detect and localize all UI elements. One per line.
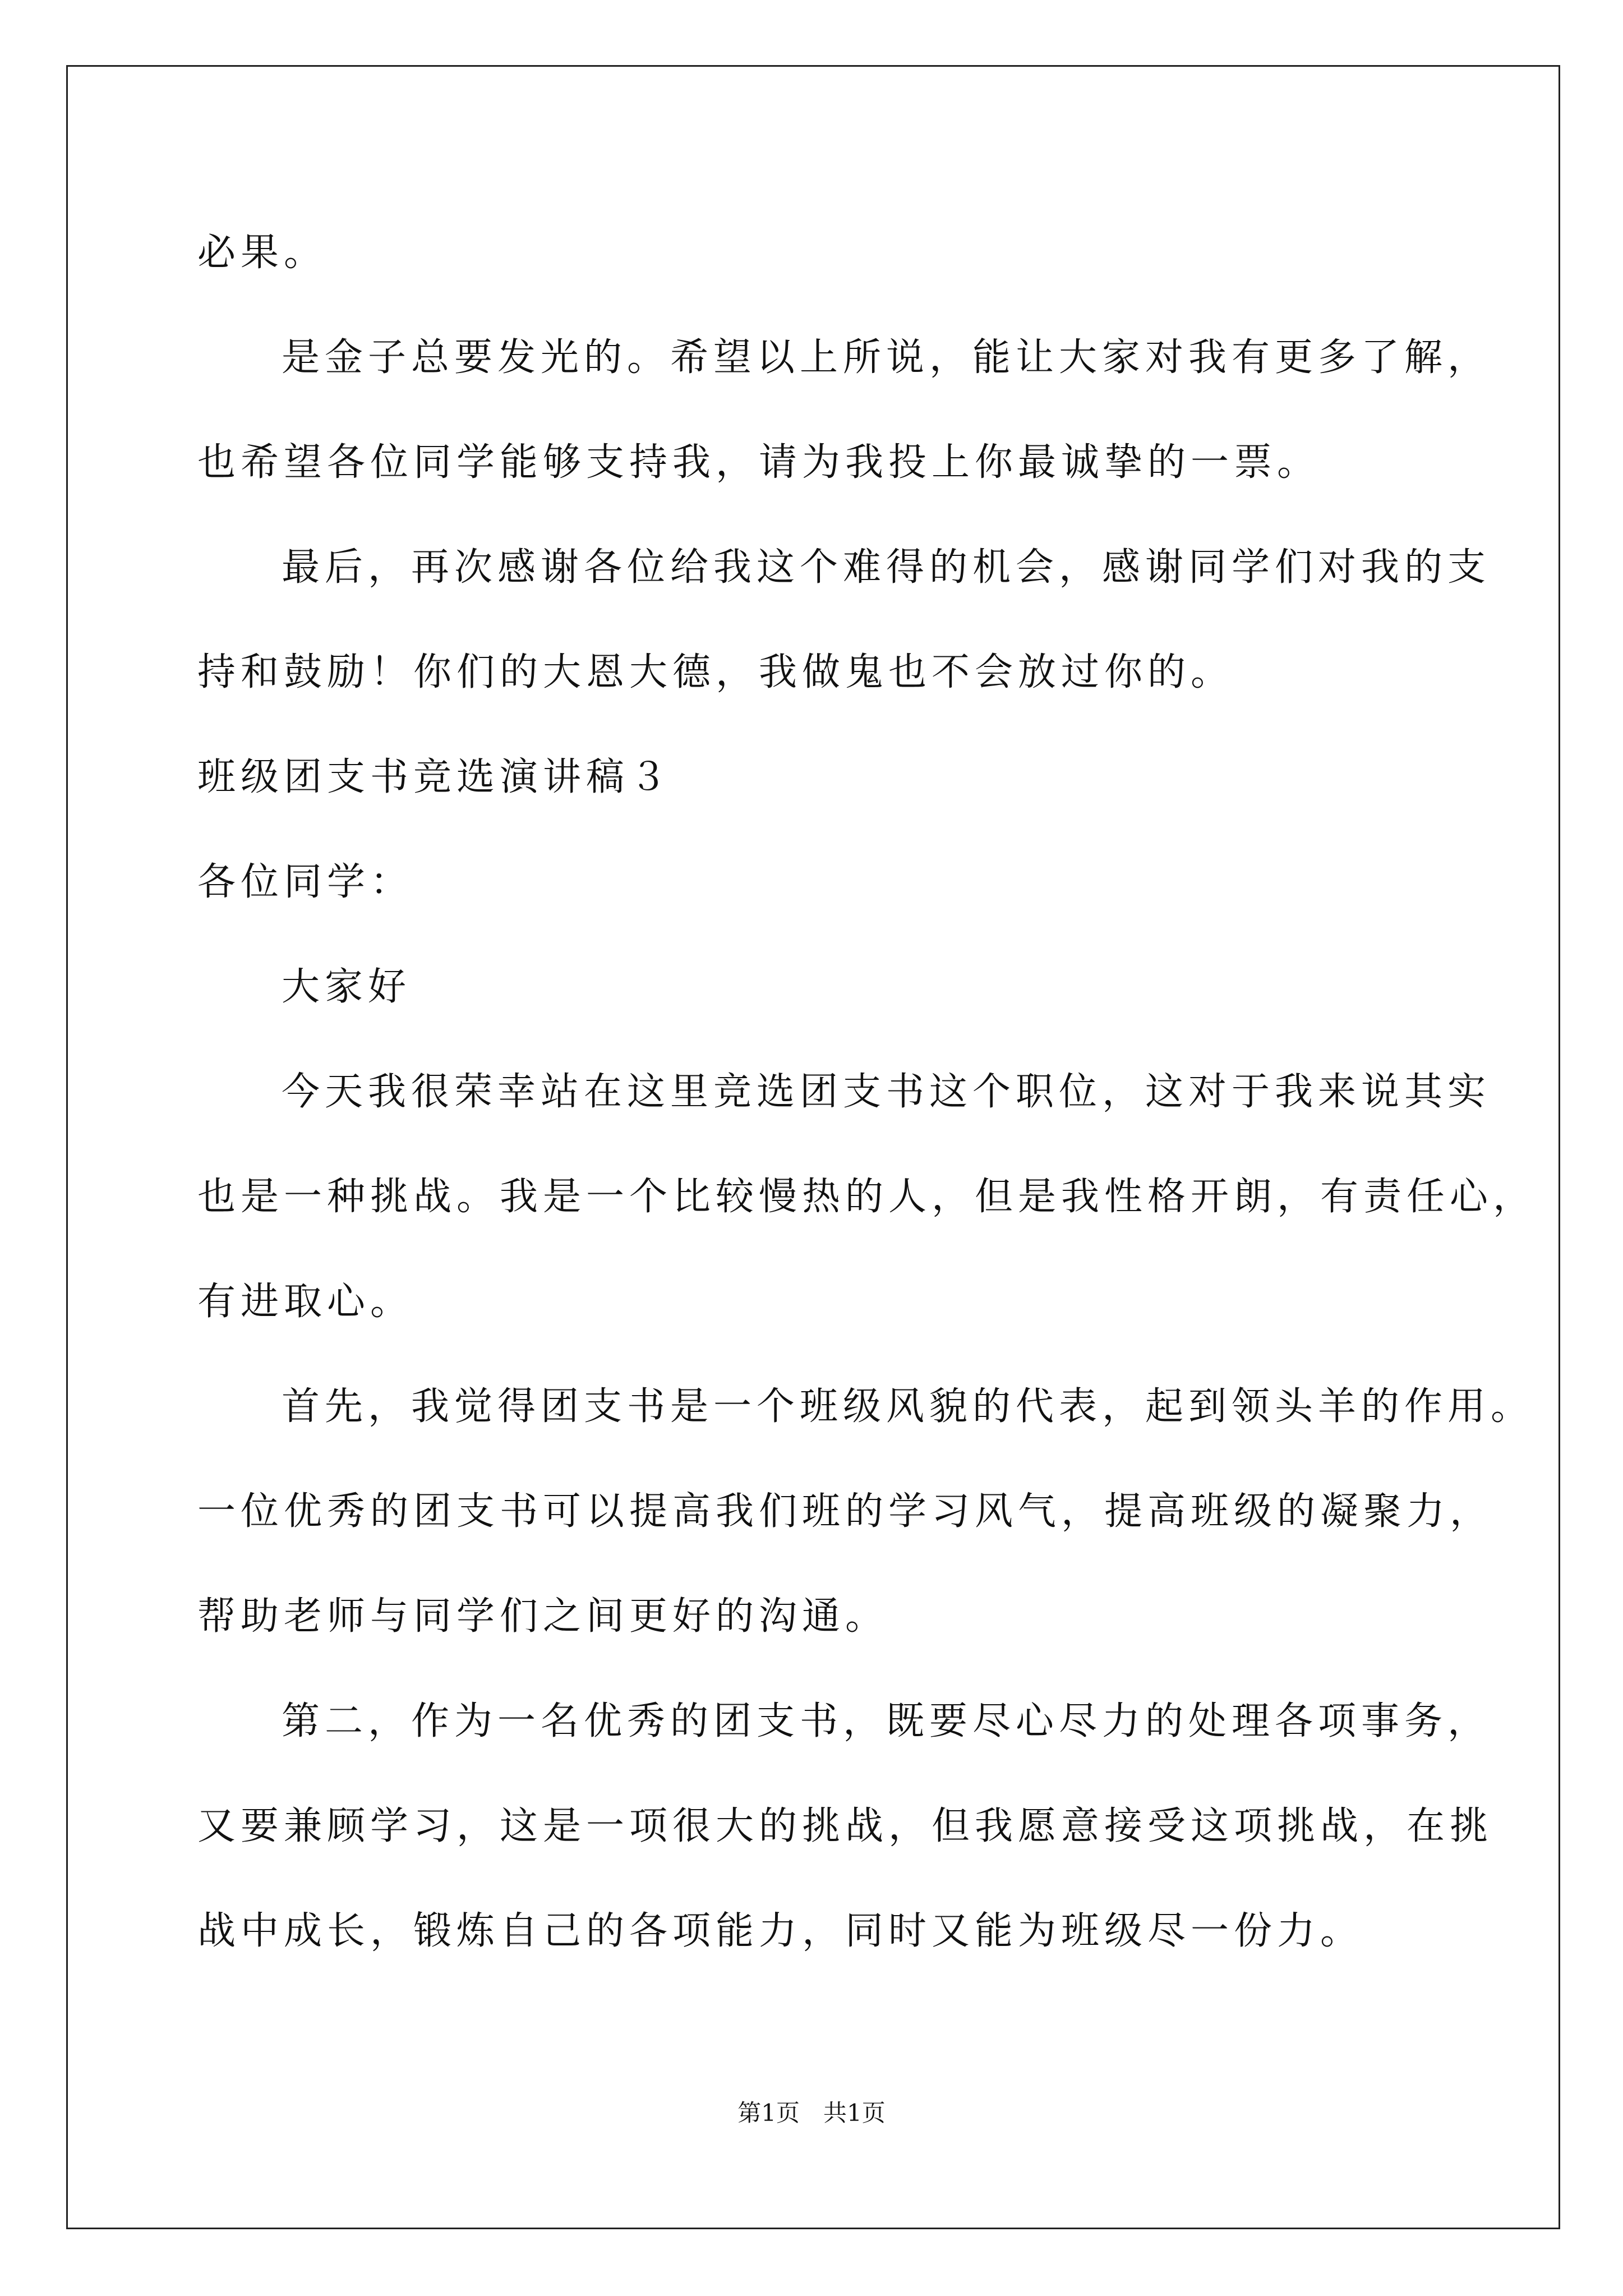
page-number: 第1页 共1页 (737, 2099, 886, 2127)
page-border (66, 65, 1560, 2229)
paragraph-line: 也希望各位同学能够支持我，请为我投上你最诚挚的一票。 (197, 440, 1321, 485)
paragraph-line: 一位优秀的团支书可以提高我们班的学习风气，提高班级的凝聚力， (197, 1489, 1493, 1534)
paragraph-line: 持和鼓励！你们的大恩大德，我做鬼也不会放过你的。 (197, 650, 1234, 694)
section-title: 班级团支书竞选演讲稿３ (197, 755, 673, 799)
paragraph-line: 首先，我觉得团支书是一个班级风貌的代表，起到领头羊的作用。 (282, 1384, 1534, 1429)
paragraph-line: 又要兼顾学习，这是一项很大的挑战，但我愿意接受这项挑战，在挑 (197, 1804, 1493, 1848)
paragraph-line: 帮助老师与同学们之间更好的沟通。 (197, 1594, 889, 1639)
paragraph-line: 最后，再次感谢各位给我这个难得的机会，感谢同学们对我的支 (282, 545, 1491, 590)
paragraph-line: 是金子总要发光的。希望以上所说，能让大家对我有更多了解， (282, 335, 1491, 380)
paragraph-line: 也是一种挑战。我是一个比较慢热的人，但是我性格开朗，有责任心， (197, 1175, 1537, 1219)
paragraph-line: 今天我很荣幸站在这里竞选团支书这个职位，这对于我来说其实 (282, 1070, 1491, 1114)
paragraph-line: 第二，作为一名优秀的团支书，既要尽心尽力的处理各项事务， (282, 1699, 1491, 1743)
salutation: 各位同学： (197, 860, 414, 904)
paragraph-line: 有进取心。 (197, 1280, 414, 1324)
paragraph-line: 战中成长，锻炼自己的各项能力，同时又能为班级尽一份力。 (197, 1909, 1364, 1953)
greeting: 大家好 (282, 965, 412, 1009)
paragraph-line: 必果。 (197, 231, 328, 275)
